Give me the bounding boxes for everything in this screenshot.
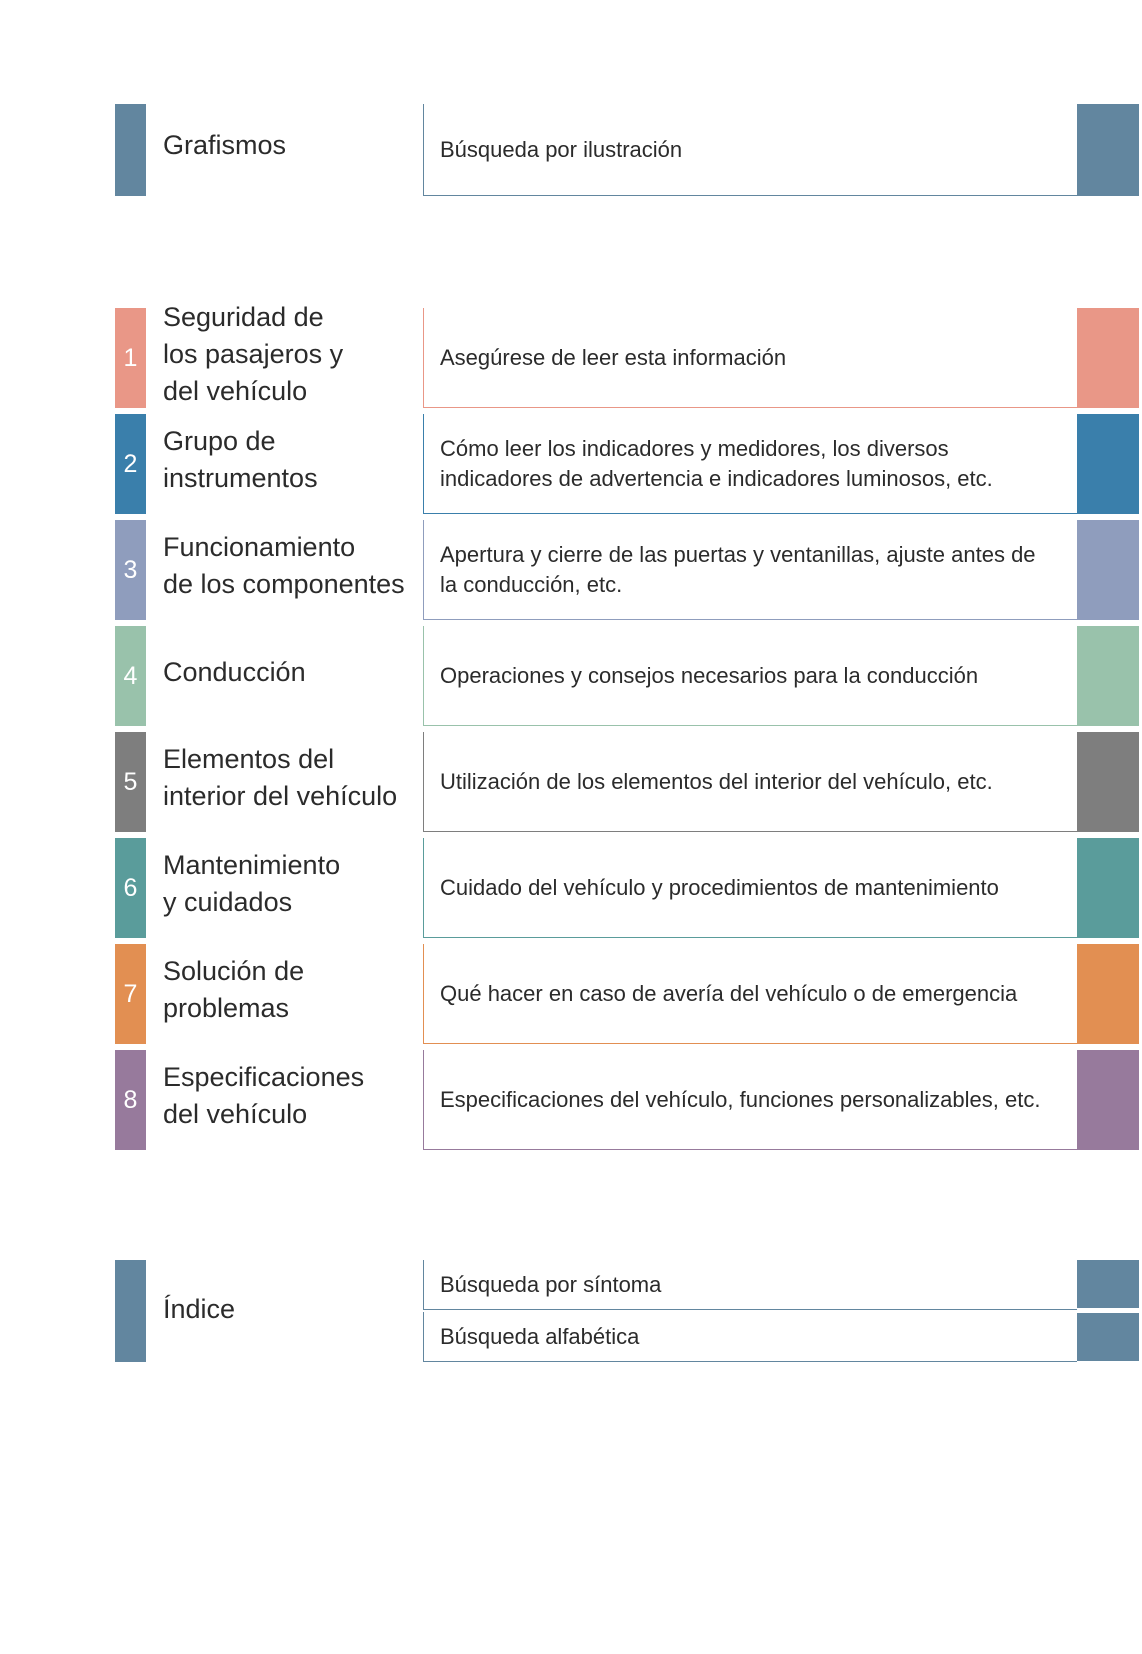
chapter-title: Conducción	[163, 656, 306, 687]
chapter-description[interactable]: Qué hacer en caso de avería del vehículo o de emergencia	[423, 944, 1077, 1044]
chapter-title: Elementos del interior del vehículo	[163, 744, 398, 811]
graphics-row[interactable]	[0, 104, 1142, 196]
chapter-title: Funcionamiento de los componentes	[163, 532, 405, 599]
chapter-edge-tab	[1077, 520, 1139, 620]
chapter-edge-tab	[1077, 838, 1139, 938]
graphics-description[interactable]: Búsqueda por ilustración	[423, 104, 1077, 196]
chapter-row-7[interactable]	[0, 944, 1142, 1044]
chapter-edge-tab	[1077, 1050, 1139, 1150]
chapter-number-tab: 5	[115, 732, 146, 832]
chapter-number-tab: 7	[115, 944, 146, 1044]
chapter-row-5[interactable]	[0, 732, 1142, 832]
index-alphabetical-edge-tab	[1077, 1313, 1139, 1361]
chapter-edge-tab	[1077, 308, 1139, 408]
chapter-title: Grupo de instrumentos	[163, 426, 318, 493]
chapter-number-tab: 4	[115, 626, 146, 726]
chapter-description[interactable]: Especificaciones del vehículo, funciones personalizables, etc.	[423, 1050, 1077, 1150]
graphics-tab	[115, 104, 146, 196]
chapter-edge-tab	[1077, 944, 1139, 1044]
chapter-description[interactable]: Cómo leer los indicadores y medidores, los diversos indicadores de advertencia e indicadores luminosos, etc.	[423, 414, 1077, 514]
chapter-title: Seguridad de los pasajeros y del vehículo	[163, 301, 344, 406]
chapter-number-tab: 2	[115, 414, 146, 514]
chapter-row-4[interactable]	[0, 626, 1142, 726]
index-symptom-search[interactable]: Búsqueda por síntoma	[423, 1260, 1077, 1310]
index-row	[0, 1260, 1142, 1362]
chapter-row-8[interactable]	[0, 1050, 1142, 1150]
chapter-description[interactable]: Utilización de los elementos del interior del vehículo, etc.	[423, 732, 1077, 832]
chapter-description[interactable]: Operaciones y consejos necesarios para la conducción	[423, 626, 1077, 726]
chapter-description[interactable]: Apertura y cierre de las puertas y ventanillas, ajuste antes de la conducción, etc.	[423, 520, 1077, 620]
chapter-number-tab: 8	[115, 1050, 146, 1150]
chapter-description[interactable]: Cuidado del vehículo y procedimientos de mantenimiento	[423, 838, 1077, 938]
chapter-title: Solución de problemas	[163, 956, 305, 1023]
chapter-edge-tab	[1077, 732, 1139, 832]
chapter-title: Mantenimiento y cuidados	[163, 850, 341, 917]
chapter-number-tab: 6	[115, 838, 146, 938]
chapter-description[interactable]: Asegúrese de leer esta información	[423, 308, 1077, 408]
chapter-row-2[interactable]	[0, 414, 1142, 514]
index-alphabetical-search[interactable]: Búsqueda alfabética	[423, 1312, 1077, 1362]
chapter-edge-tab	[1077, 414, 1139, 514]
chapter-number-tab: 1	[115, 308, 146, 408]
index-symptom-edge-tab	[1077, 1260, 1139, 1308]
index-title: Índice	[163, 1293, 236, 1324]
chapter-title: Especificaciones del vehículo	[163, 1062, 365, 1129]
chapter-row-6[interactable]	[0, 838, 1142, 938]
chapter-edge-tab	[1077, 626, 1139, 726]
graphics-edge-tab	[1077, 104, 1139, 196]
chapter-row-1[interactable]	[0, 301, 1142, 408]
index-tab	[115, 1260, 146, 1362]
graphics-title: Grafismos	[163, 129, 287, 160]
chapter-row-3[interactable]	[0, 520, 1142, 620]
chapter-number-tab: 3	[115, 520, 146, 620]
